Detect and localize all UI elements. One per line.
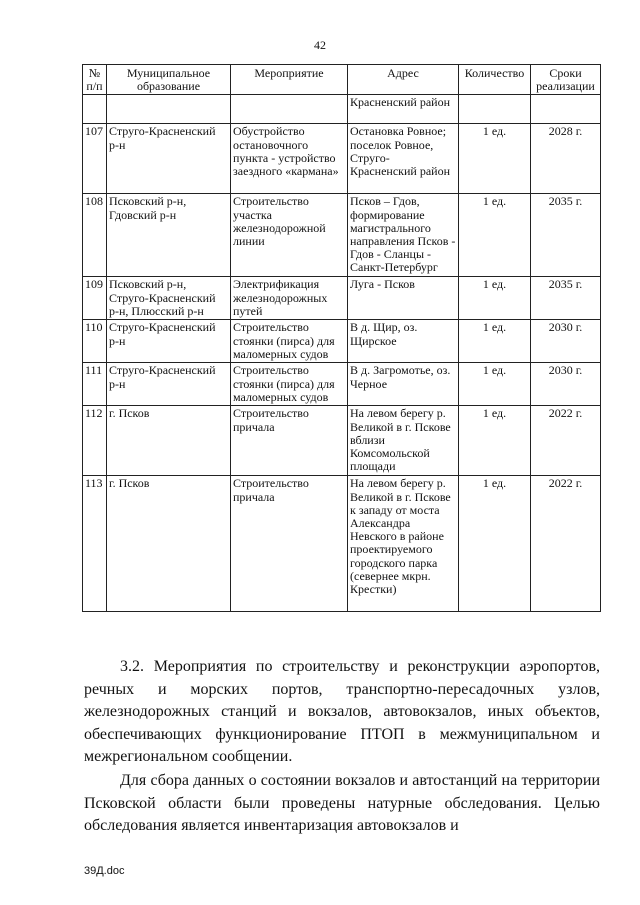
- table-header-row: [83, 65, 601, 95]
- cell-term: 2028 г.: [531, 124, 601, 194]
- section-heading: [84, 656, 600, 769]
- table-row: [83, 194, 601, 277]
- measures-table: [82, 64, 601, 612]
- cell-num: 112: [83, 406, 107, 476]
- header-address: Адрес: [348, 65, 459, 95]
- cell-address: На левом берегу р. Великой в г. Пскове к западу от моста Александра Невского в районе проектируемого городского парка (севернее мкрн. Крестки): [348, 476, 459, 612]
- cell-term: 2022 г.: [531, 476, 601, 612]
- cell-num: 111: [83, 363, 107, 406]
- cell-measure: Строительство стоянки (пирса) для маломерных судов: [231, 320, 348, 363]
- cell-quantity: 1 ед.: [459, 476, 531, 612]
- cell-address: Псков – Гдов, формирование магистрального направления Псков - Гдов - Сланцы - Санкт-Петербург: [348, 194, 459, 277]
- cell-term: 2035 г.: [531, 194, 601, 277]
- cell-municipality: г. Псков: [107, 406, 231, 476]
- cell-quantity: 1 ед.: [459, 277, 531, 320]
- table-row: [83, 277, 601, 320]
- cell-municipality: Струго-Красненский р-н: [107, 320, 231, 363]
- footer-filename: 39Д.doc: [84, 865, 125, 877]
- cell-num: 110: [83, 320, 107, 363]
- table-row: [83, 476, 601, 612]
- cell-measure: Строительство стоянки (пирса) для маломерных судов: [231, 363, 348, 406]
- cell-municipality: Струго-Красненский р-н: [107, 124, 231, 194]
- cell-address: В д. Щир, оз. Щирское: [348, 320, 459, 363]
- header-municipality: Муниципальное образование: [107, 65, 231, 95]
- cell-measure: Строительство причала: [231, 406, 348, 476]
- cell-measure: Электрификация железнодорожных путей: [231, 277, 348, 320]
- cell-term: [531, 95, 601, 124]
- section-heading-text: 3.2. Мероприятия по строительству и реконструкции аэропортов, речных и морских портов, транспортно-пересадочных узлов, железнодорожных станций и вокзалов, автовокзалов, иных объектов, обеспечивающих функционирование ПТОП в межмуниципальном и межрегиональном сообщении.: [84, 658, 600, 765]
- cell-term: 2030 г.: [531, 363, 601, 406]
- cell-quantity: [459, 95, 531, 124]
- cell-num: [83, 95, 107, 124]
- cell-num: 109: [83, 277, 107, 320]
- cell-municipality: Псковский р-н, Струго-Красненский р-н, Плюсский р-н: [107, 277, 231, 320]
- cell-num: 107: [83, 124, 107, 194]
- cell-address: В д. Загромотье, оз. Черное: [348, 363, 459, 406]
- cell-quantity: 1 ед.: [459, 194, 531, 277]
- table-row: [83, 363, 601, 406]
- cell-quantity: 1 ед.: [459, 363, 531, 406]
- cell-term: 2035 г.: [531, 277, 601, 320]
- cell-term: 2030 г.: [531, 320, 601, 363]
- page-number: 42: [314, 38, 326, 52]
- cell-address: На левом берегу р. Великой в г. Пскове вблизи Комсомольской площади: [348, 406, 459, 476]
- cell-address: Красненский район: [348, 95, 459, 124]
- cell-measure: Строительство участка железнодорожной линии: [231, 194, 348, 277]
- table-row: [83, 406, 601, 476]
- header-term: Сроки реализации: [531, 65, 601, 95]
- table-row: [83, 320, 601, 363]
- header-measure: Мероприятие: [231, 65, 348, 95]
- body-paragraph: [84, 770, 600, 838]
- cell-measure: Обустройство остановочного пункта - устройство заездного «кармана»: [231, 124, 348, 194]
- cell-term: 2022 г.: [531, 406, 601, 476]
- table-row: [83, 124, 601, 194]
- cell-municipality: Псковский р-н, Гдовский р-н: [107, 194, 231, 277]
- cell-municipality: [107, 95, 231, 124]
- header-num: № п/п: [83, 65, 107, 95]
- header-quantity: Количество: [459, 65, 531, 95]
- cell-address: Луга - Псков: [348, 277, 459, 320]
- cell-measure: [231, 95, 348, 124]
- cell-num: 113: [83, 476, 107, 612]
- cell-municipality: г. Псков: [107, 476, 231, 612]
- body-paragraph-text: Для сбора данных о состоянии вокзалов и автостанций на территории Псковской области были проведены натурные обследования. Целью обследования является инвентаризация автовокзалов и: [84, 772, 600, 834]
- cell-num: 108: [83, 194, 107, 277]
- cell-quantity: 1 ед.: [459, 406, 531, 476]
- cell-measure: Строительство причала: [231, 476, 348, 612]
- cell-municipality: Струго-Красненский р-н: [107, 363, 231, 406]
- cell-quantity: 1 ед.: [459, 124, 531, 194]
- cell-address: Остановка Ровное; поселок Ровное, Струго-Красненский район: [348, 124, 459, 194]
- cell-quantity: 1 ед.: [459, 320, 531, 363]
- table-row-continuation: [83, 95, 601, 124]
